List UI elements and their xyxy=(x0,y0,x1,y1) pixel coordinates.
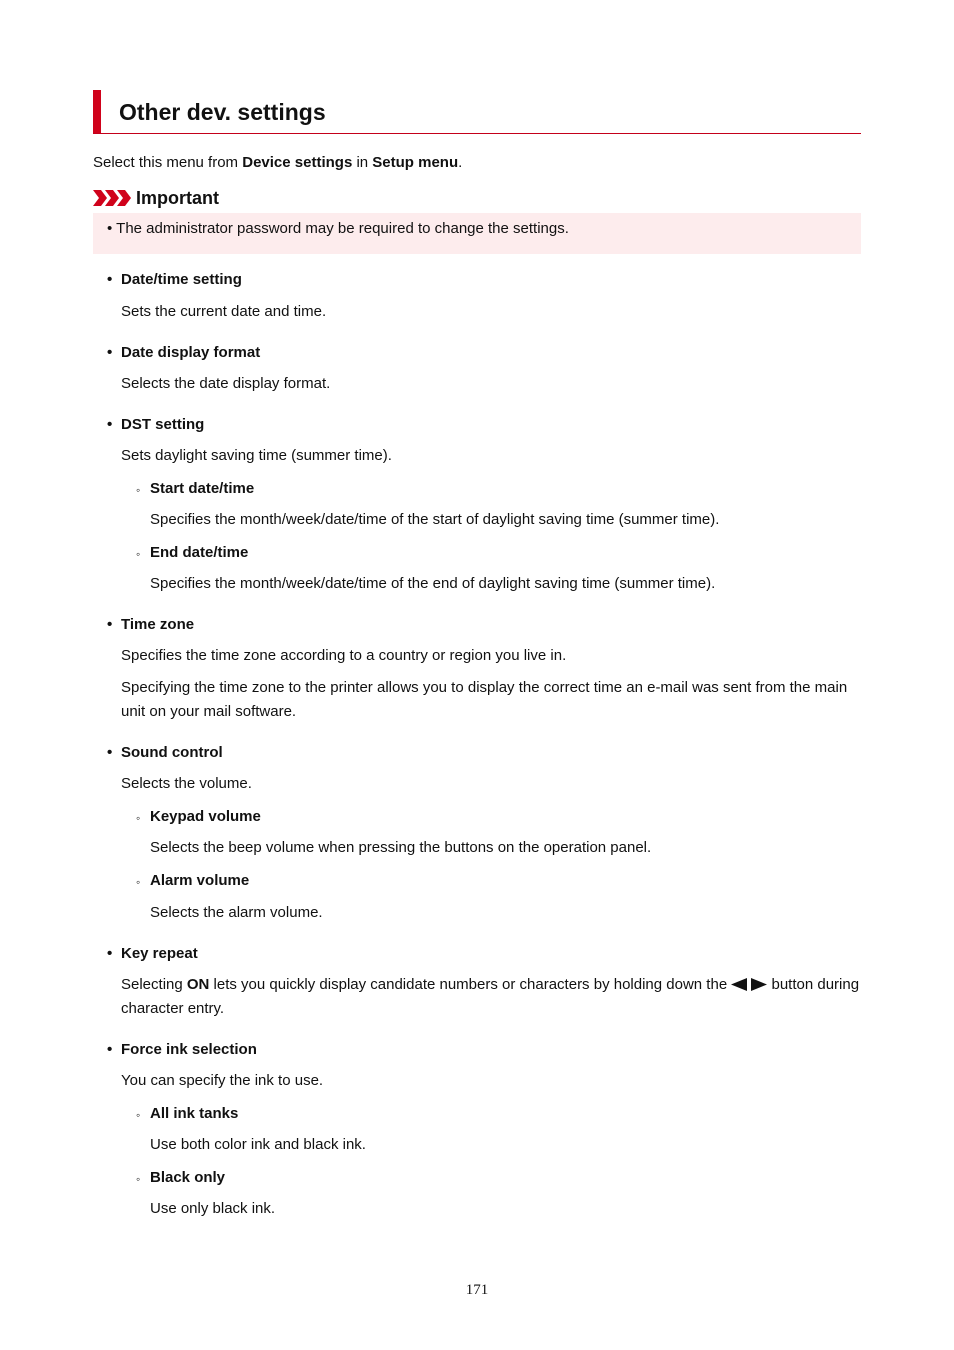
sub-label: Start date/time xyxy=(150,480,255,497)
sub-heading: ◦ Start date/time xyxy=(136,480,255,497)
sub-label: All ink tanks xyxy=(150,1105,239,1122)
section-label: Date display format xyxy=(121,344,261,361)
intro-menu-device-settings: Device settings xyxy=(242,154,353,171)
sub-heading: ◦ End date/time xyxy=(136,544,249,561)
important-label: Important xyxy=(136,187,219,208)
section-desc: Selects the volume. xyxy=(121,775,252,792)
section-desc: You can specify the ink to use. xyxy=(121,1072,324,1089)
page-number: 171 xyxy=(465,1282,489,1298)
title-accent-bar xyxy=(93,90,101,133)
title-bar xyxy=(93,90,861,134)
desc-on-value: ON xyxy=(186,976,210,993)
section-heading xyxy=(107,616,194,634)
section-desc: Sets the current date and time. xyxy=(121,303,327,320)
sub-label: Black only xyxy=(150,1169,226,1186)
section-label: Key repeat xyxy=(121,945,198,962)
important-item: • The administrator password may be required to change the settings. xyxy=(107,220,569,237)
sub-desc: Use both color ink and black ink. xyxy=(150,1136,366,1153)
section-desc: Specifies the time zone according to a country or region you live in. xyxy=(121,647,567,664)
section-heading xyxy=(107,744,223,762)
sub-desc: Selects the beep volume when pressing the buttons on the operation panel. xyxy=(150,839,652,856)
section-label: DST setting xyxy=(121,416,205,433)
section-label: Force ink selection xyxy=(121,1041,257,1058)
section-heading xyxy=(107,416,204,434)
section-desc-2: Specifying the time zone to the printer allows you to display the correct time an e-mail was sent from the main unit on your mail software. xyxy=(121,679,848,720)
section-heading xyxy=(107,945,198,963)
intro-text xyxy=(93,154,462,172)
intro-suffix: . xyxy=(458,154,463,171)
sub-desc: Use only black ink. xyxy=(150,1200,276,1217)
important-item-text: The administrator password may be required to change the settings. xyxy=(116,220,569,237)
section-heading xyxy=(107,1041,257,1059)
intro-middle: in xyxy=(352,154,373,171)
sub-label: Alarm volume xyxy=(150,872,250,889)
desc-mid: lets you quickly display candidate numbers or characters by holding down the xyxy=(209,976,732,993)
section-heading xyxy=(107,344,260,362)
sub-desc: Specifies the month/week/date/time of the end of daylight saving time (summer time). xyxy=(150,575,716,592)
page-content xyxy=(93,90,861,1217)
important-chevrons-icon xyxy=(93,190,131,206)
important-box xyxy=(93,213,861,254)
section-desc: Selects the date display format. xyxy=(121,375,331,392)
section-desc: Sets daylight saving time (summer time). xyxy=(121,447,392,464)
important-heading xyxy=(93,188,219,208)
section-heading xyxy=(107,271,242,289)
sub-desc: Specifies the month/week/date/time of the start of daylight saving time (summer time). xyxy=(150,511,720,528)
section-desc xyxy=(121,973,861,1021)
sub-heading: ◦ Keypad volume xyxy=(136,808,261,825)
left-right-arrow-icon xyxy=(731,978,767,991)
sub-heading: ◦ All ink tanks xyxy=(136,1105,239,1122)
section-label: Time zone xyxy=(121,616,195,633)
intro-prefix: Select this menu from xyxy=(93,154,243,171)
section-label: Date/time setting xyxy=(121,271,242,288)
section-label: Sound control xyxy=(121,744,223,761)
sub-desc: Selects the alarm volume. xyxy=(150,904,323,921)
intro-menu-setup: Setup menu xyxy=(372,154,459,171)
desc-prefix: Selecting xyxy=(121,976,187,993)
page-title: Other dev. settings xyxy=(119,99,326,125)
sub-heading: ◦ Black only xyxy=(136,1169,226,1186)
sub-heading: ◦ Alarm volume xyxy=(136,872,250,889)
sub-label: End date/time xyxy=(150,544,249,561)
sub-label: Keypad volume xyxy=(150,808,261,825)
desc-suffix: button during character entry. xyxy=(121,976,860,1017)
